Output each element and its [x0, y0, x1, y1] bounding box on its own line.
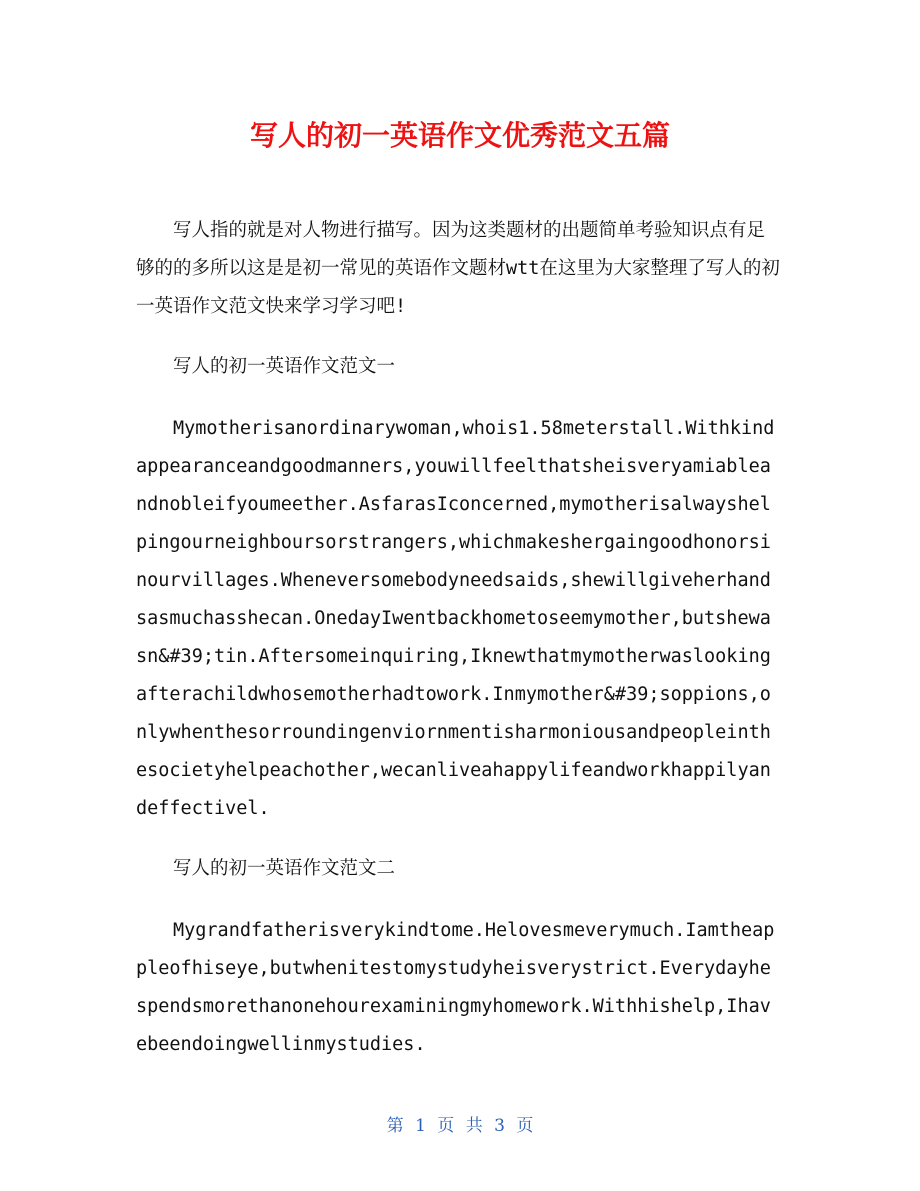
document-title: 写人的初一英语作文优秀范文五篇	[249, 119, 670, 152]
essay-two-heading: 写人的初一英语作文范文二	[173, 858, 396, 879]
essay-one-heading: 写人的初一英语作文范文一	[173, 356, 396, 377]
essay-two-text: Mygrandfatherisverykindtome.Helovesmeverymuch.Iamtheappleofhiseye,butwhenitestomystudyheisverystrict.Everydayhespendsmorethanonehourexaminingmyhomework.Withhishelp,Ihavebeendoingwellinmystudies.	[136, 920, 775, 1055]
essay-one-text: Mymotherisanordinarywoman,whois1.58meterstall.Withkindappearanceandgoodmanners,youwillfeelthatsheisveryamiableandnobleifyoumeether.AsfarasIconcerned,mymotherisalwayshelpingourneighboursorstrangers,whichmakeshergaingoodhonorsinourvillages.Wheneversomebodyneedsaids,shewillgiveherhandsasmuchasshecan.OnedayIwentbackhometoseemymother,butshewasn&#39;tin.Aftersomeinquiring,Iknewthatmymotherwaslookingafterachildwhosemotherhadtowork.Inmymother&#39;soppions,onlywhenthesorroundingenviornmentisharmoniousandpeopleinthesocietyhelpeachother,wecanliveahappylifeandworkhappilyandeffectivel.	[136, 418, 775, 819]
page-number: 第 1 页 共 3 页	[386, 1116, 534, 1136]
document-body	[136, 212, 780, 1086]
intro-paragraph: 写人指的就是对人物进行描写。因为这类题材的出题简单考验知识点有足够的的多所以这是是初一常见的英语作文题材wtt在这里为大家整理了写人的初一英语作文范文快来学习学习吧!	[136, 220, 780, 317]
